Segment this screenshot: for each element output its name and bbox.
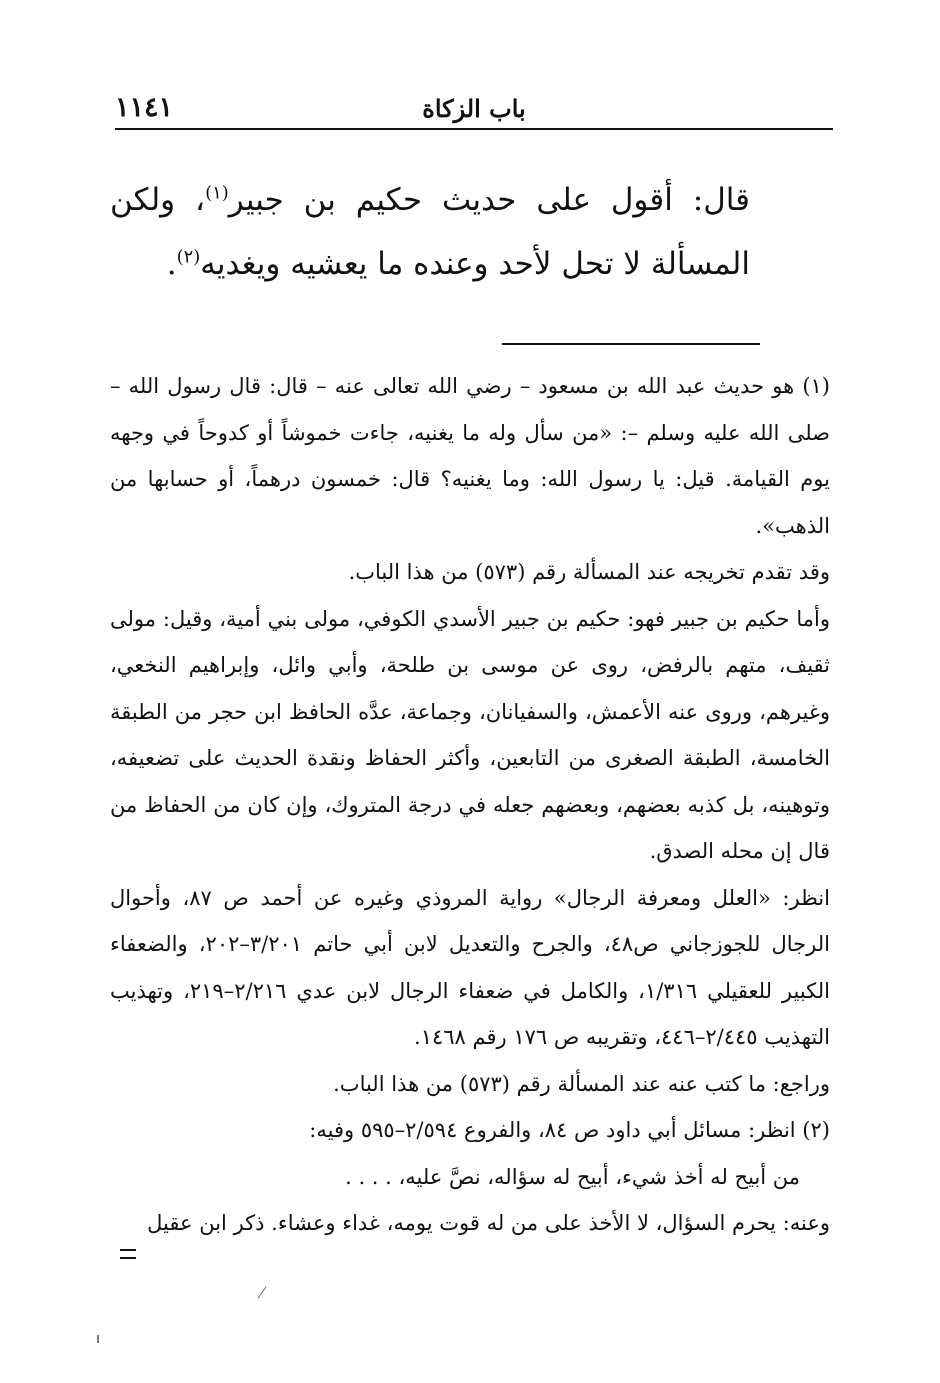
main-text-part-2: ، ولكن المسألة لا تحل لأحد وعنده ما يعشيه ويغديه: [110, 182, 750, 282]
footnote-2-paragraph: (٢) انظر: مسائل أبي داود ص ٨٤، والفروع ٢/٥٩٤–٥٩٥ وفيه:: [309, 1118, 830, 1142]
continuation-mark: [120, 1249, 136, 1265]
footnote-2-continuation: وعنه: يحرم السؤال، لا الأخذ على من له قوت يومه، غداء وعشاء. ذكر ابن عقيل: [147, 1211, 830, 1235]
stray-pen-mark: [258, 1286, 267, 1298]
main-paragraph: [110, 168, 750, 296]
footnote-ref-1: (١): [205, 182, 229, 204]
page-header: [115, 92, 833, 132]
footnote-2-quote: من أبيح له أخذ شيء، أبيح له سؤاله، نصَّ عليه، . . . .: [345, 1164, 800, 1189]
footnote-ref-2: (٢): [176, 246, 201, 268]
footnote-1-biography: وأما حكيم بن جبير فهو: حكيم بن جبير الأسدي الكوفي، مولى بني أمية، وقيل: مولى ثقيف، متهم بالرفض، روى عن موسى بن طلحة، وأبي وائل، وإبراهيم النخعي، وغيرهم، وروى عنه الأعمش، والسفيانان، وجماعة، عدَّه الحافظ ابن حجر من الطبقة الخامسة، الطبقة الصغرى من التابعين، وأكثر الحفاظ ونقدة الحديث على تضعيفه، وتوهينه، بل كذبه بعضهم، وبعضهم جعله في درجة المتروك، وإن كان من الحفاظ من قال إن محله الصدق.: [110, 606, 830, 863]
stray-dot: [97, 1335, 99, 1343]
header-rule: [115, 128, 833, 130]
page-number: ١١٤١: [115, 92, 174, 123]
main-text-part-1: قال: أقول على حديث حكيم بن جبير: [228, 182, 750, 218]
main-text: [110, 168, 750, 296]
main-text-end: .: [166, 246, 177, 282]
footnote-separator: [502, 343, 760, 345]
chapter-title: باب الزكاة: [422, 94, 526, 123]
footnotes: [110, 363, 830, 1247]
footnote-1-see-also: وراجع: ما كتب عنه عند المسألة رقم (٥٧٣) من هذا الباب.: [333, 1071, 830, 1096]
footnote-1-references: انظر: «العلل ومعرفة الرجال» رواية المروذي وغيره عن أحمد ص ٨٧، وأحوال الرجال للجوزجاني ص٤٨، والجرح والتعديل لابن أبي حاتم ٣/٢٠١–٢٠٢، والضعفاء الكبير للعقيلي ١/٣١٦، والكامل في ضعفاء الرجال لابن عدي ٢/٢١٦–٢١٩، وتهذيب التهذيب ٢/٤٤٥–٤٤٦، وتقريبه ص ١٧٦ رقم ١٤٦٨.: [110, 885, 831, 1049]
footnote-1-takhrij: وقد تقدم تخريجه عند المسألة رقم (٥٧٣) من هذا الباب.: [348, 560, 830, 584]
footnote-1-paragraph: (١) هو حديث عبد الله بن مسعود – رضي الله تعالى عنه – قال: قال رسول الله – صلى الله عليه وسلم –: «من سأل وله ما يغنيه، جاءت خموشاً أو كدوحاً في وجهه يوم القيامة. قيل: يا رسول الله: وما يغنيه؟ قال: خمسون درهماً، أو حسابها من الذهب».: [110, 374, 830, 538]
